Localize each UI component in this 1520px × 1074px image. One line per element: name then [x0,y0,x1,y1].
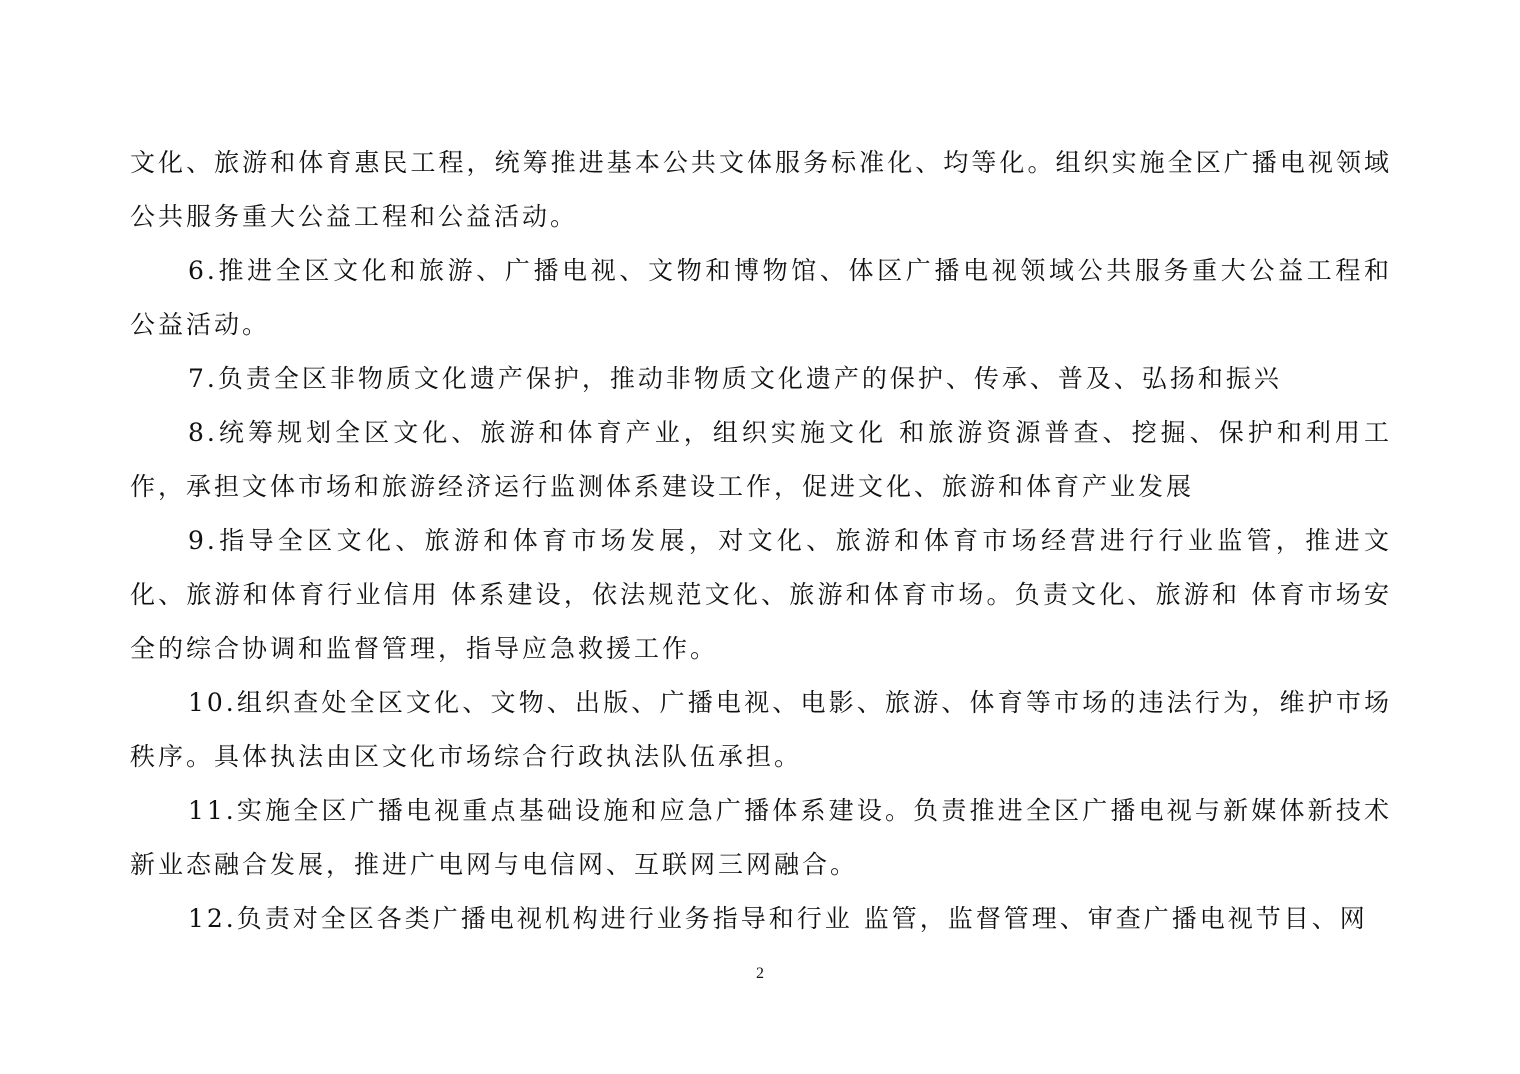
paragraph-item-9: 9.指导全区文化、旅游和体育市场发展，对文化、旅游和体育市场经营进行行业监管，推进文化、旅游和体育行业信用 体系建设，依法规范文化、旅游和体育市场。负责文化、旅游和 体育市场安全的综合协调和监督管理，指导应急救援工作。 [130,526,1392,663]
paragraph-continuation: 文化、旅游和体育惠民工程，统筹推进基本公共文体服务标准化、均等化。组织实施全区广播电视领域公共服务重大公益工程和公益活动。 [130,148,1392,231]
paragraph-item-7: 7.负责全区非物质文化遗产保护，推动非物质文化遗产的保护、传承、普及、弘扬和振兴 [188,364,1282,393]
page-number: 2 [756,965,764,982]
paragraph-item-8: 8.统筹规划全区文化、旅游和体育产业，组织实施文化 和旅游资源普查、挖掘、保护和利用工作，承担文体市场和旅游经济运行监测体系建设工作，促进文化、旅游和体育产业发展 [130,418,1392,501]
paragraph-item-12: 12.负责对全区各类广播电视机构进行业务指导和行业 监管，监督管理、审查广播电视节目、网 [188,904,1368,933]
paragraph-item-10: 10.组织查处全区文化、文物、出版、广播电视、电影、旅游、体育等市场的违法行为，维护市场秩序。具体执法由区文化市场综合行政执法队伍承担。 [130,688,1392,771]
paragraph-item-6: 6.推进全区文化和旅游、广播电视、文物和博物馆、体区广播电视领域公共服务重大公益工程和公益活动。 [130,256,1392,339]
paragraph-item-11: 11.实施全区广播电视重点基础设施和应急广播体系建设。负责推进全区广播电视与新媒体新技术新业态融合发展，推进广电网与电信网、互联网三网融合。 [130,796,1392,879]
document-body [130,136,1392,946]
